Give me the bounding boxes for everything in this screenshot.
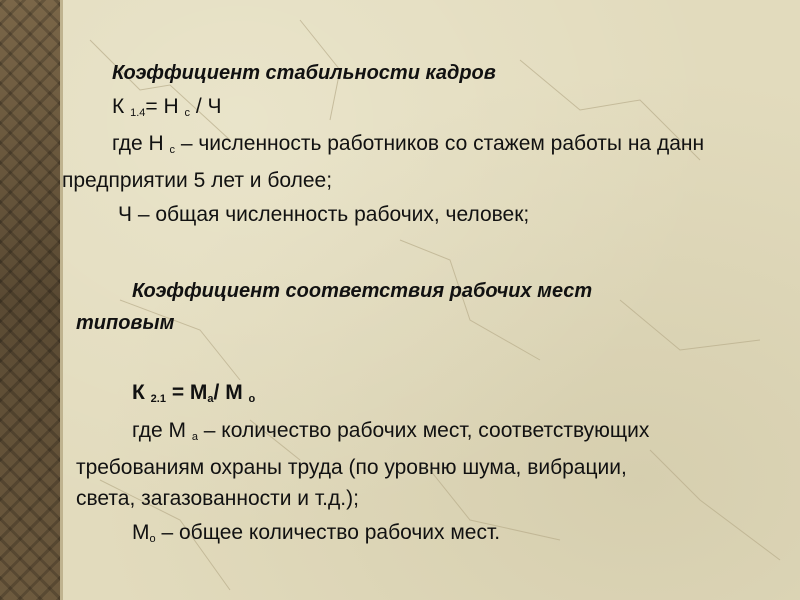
formula-rest: / Ч — [195, 95, 222, 118]
formula-k-subscript: 1.4 — [130, 107, 146, 119]
heading-workplace-compliance-line1: Коэффициент соответствия рабочих мест — [132, 280, 593, 302]
definition-hc-subscript: с — [169, 144, 175, 156]
definition-ma-continued-1: требованиям охраны труда (по уровню шума, вибрации, — [76, 456, 627, 479]
heading-staff-stability: Коэффициент стабильности кадров — [112, 62, 496, 84]
heading-workplace-compliance-line2: типовым — [76, 312, 175, 334]
definition-ma — [132, 419, 649, 443]
definition-ma-subscript: а — [191, 431, 198, 443]
definition-hc-text: – численность работников со стажем работы на данн — [180, 132, 705, 155]
decorative-stripe-edge — [60, 0, 63, 600]
definition-ma-text: – количество рабочих мест, соответствующих — [203, 419, 650, 442]
formula-h-subscript: с — [184, 107, 190, 119]
formula2-slash-m: / М — [213, 381, 243, 404]
definition-mo-lead: М — [132, 521, 150, 544]
definition-mo-text: – общее количество рабочих мест. — [161, 521, 501, 544]
formula2-eq-m: = М — [171, 381, 208, 404]
formula-eq-h: = Н — [145, 95, 179, 118]
formula-workplace-compliance — [132, 381, 255, 405]
definition-mo — [132, 521, 500, 545]
formula-staff-stability — [112, 95, 222, 119]
decorative-left-stripe — [0, 0, 60, 600]
definition-ma-lead: где М — [132, 419, 186, 442]
formula2-o-subscript: о — [248, 393, 256, 405]
definition-ma-continued-2: света, загазованности и т.д.); — [76, 487, 359, 510]
formula2-k: К — [132, 381, 145, 404]
definition-hc-continued: предприятии 5 лет и более; — [62, 169, 333, 192]
formula2-a-subscript: а — [207, 393, 214, 405]
formula-k: К — [112, 95, 125, 118]
definition-hc-lead: где Н — [112, 132, 164, 155]
definition-mo-subscript: о — [149, 533, 156, 545]
definition-hc — [112, 132, 704, 156]
formula2-k-subscript: 2.1 — [150, 393, 166, 405]
definition-ch: Ч – общая численность рабочих, человек; — [118, 203, 530, 226]
